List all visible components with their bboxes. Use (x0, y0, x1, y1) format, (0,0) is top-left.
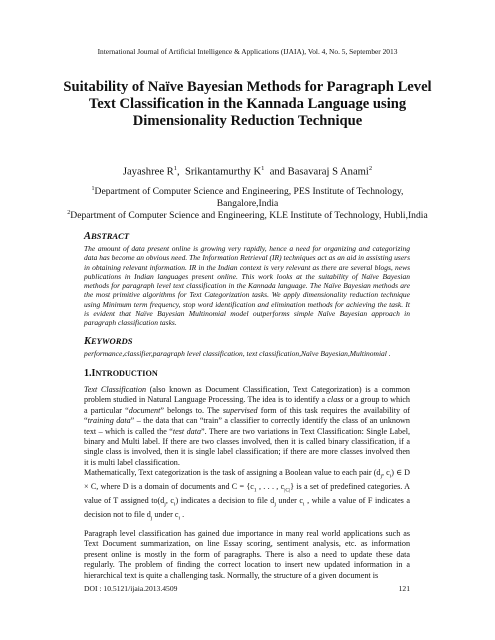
text-run: ) indicates a decision to file d (175, 496, 275, 506)
heading-initial: 1.I (84, 368, 96, 379)
heading-initial: K (84, 336, 91, 347)
author-list: Jayashree $R^1$, Srikantamurthy $K^1$ and Basavaraj S Anami$^2$ (122, 165, 373, 178)
math-subscript: j (274, 501, 276, 508)
paper-title: Suitability of Naïve Bayesian Methods for Paragraph Level Text Classification in the Kannada Language using Dimensionality Reduction Technique (63, 79, 432, 129)
text-run: , c (165, 496, 175, 506)
text-run: , c (382, 468, 390, 477)
affiliation-1 (60, 184, 435, 209)
text-run: ) ∈ D × C, where D is a domain of documents and C = {c (84, 468, 410, 492)
text-run: training data (87, 416, 131, 426)
math-subscript: j (150, 515, 153, 522)
text-run: document (128, 405, 161, 415)
text-run: or a group to which a particular “ (84, 395, 410, 415)
math-subscript: i (178, 515, 181, 522)
text-run: supervised (222, 405, 258, 415)
intro-paragraph-2 (84, 468, 410, 524)
text-run: , while a value of F indicates a decision not to file d (84, 496, 411, 520)
abstract-heading (84, 231, 129, 242)
math-subscript: 1 (253, 487, 257, 494)
heading-initial: A (84, 231, 91, 242)
intro-paragraph-3: Paragraph level classification has gained due importance in many real world applications such as Text Document summarization, on line Essay scoring, sentiment analysis, etc. as information present online is mostly in the form of paragraphs. There is also a need to update these data regularly. The problem of finding the correct location to insert new updated information in a hierarchical text is quite a challenging task. Normally, the structure of a given document is (84, 529, 410, 580)
text-run: Mathematically, Text categorization is the task of assigning a Boolean value to each pair (d (84, 468, 381, 477)
math-subscript: j (380, 473, 383, 480)
text-run: , . . . , c (256, 482, 285, 492)
math-subscript: j (164, 501, 166, 508)
author-name: and Basavaraj S Anami (269, 166, 369, 178)
text-run: under c (275, 496, 304, 506)
text-run: form of this task requires the availability of “ (84, 405, 411, 426)
text-run: (also known as Document Classification, Text Categorization) is a common problem studied in Natural Language Processing. The idea is to identify a (84, 385, 410, 405)
text-run: test data (172, 426, 202, 436)
math-subscript: |C| (284, 487, 291, 494)
journal-header: International Journal of Artificial Intelligence & Applications (IJAIA), Vol. 4, No. 5, September 2013 (97, 47, 398, 56)
math-subscript: i (389, 473, 392, 480)
intro-paragraph-1 (84, 385, 410, 468)
author-affiliation-mark: 1 (173, 165, 177, 172)
math-subscript: i (174, 501, 176, 508)
text-run: ” belongs to. The (160, 405, 223, 415)
author-name: Jayashree R (122, 166, 174, 178)
text-run: under c (152, 510, 179, 520)
text-run: class (327, 395, 344, 405)
affiliation-mark: 2 (67, 210, 71, 216)
math-subscript: i (303, 501, 305, 508)
page-number: 121 (398, 584, 410, 593)
doi-link[interactable]: DOI : 10.5121/ijaia.2013.4509 (84, 584, 178, 593)
heading-rest: EYWORDS (90, 336, 133, 346)
keywords-text: performance,classifier,paragraph level classification, text classification,Naïve Bayesian,Multinomial . (84, 349, 391, 358)
text-run: ” – the data that can “train” a classifier to correctly identify the class of an unknown text – which is called the “ (84, 416, 410, 436)
abstract-text: The amount of data present online is growing very rapidly, hence a need for organizing and categorizing data has become an obvious need. The Information Retrieval (IR) techniques act as an aid in assisting users in obtaining relevant information. IR in the Indian context is very relevant as there are several blogs, news publications in Indian languages present online. This work looks at the suitability of Naïve Bayesian methods for paragraph level text classification in the Kannada language. The Naïve Bayesian methods are the most primitive algorithms for Text Categorization tasks. We apply dimensionality reduction technique using Minimum term frequency, stop word identification and elimination methods for achieving the task. It is evident that Naïve Bayesian Multinomial model outperforms simple Naïve Bayesian approach in paragraph classification tasks. (84, 244, 410, 328)
text-run: ”. There are two variations in Text Classification: Single Label, binary and Multi label. If there are two classes involved, then it is called binary classification, if a single class is involved, then it is single label classification; if there are more classes involved then it is multi label classification. (84, 426, 410, 467)
introduction-heading (84, 368, 158, 379)
author-affiliation-mark: 2 (368, 165, 373, 172)
text-run: } is a set of predefined categories. A value of T assigned to(d (84, 482, 411, 506)
author-affiliation-mark: 1 (261, 165, 265, 172)
affiliation-mark: 1 (91, 186, 95, 192)
text-run: . (180, 510, 185, 520)
author-name: Srikantamurthy K (184, 166, 262, 178)
affiliation-2 (60, 208, 435, 222)
heading-rest: BSTRACT (90, 231, 130, 241)
affiliation-text: Department of Computer Science and Engineering, KLE Institute of Technology, Hubli,India (70, 210, 428, 222)
keywords-heading (84, 336, 132, 347)
affiliation-text: Department of Computer Science and Engineering, PES Institute of Technology, Bangalore,India (94, 186, 404, 209)
text-run: Text Classification (84, 385, 147, 394)
heading-rest: NTRODUCTION (95, 369, 158, 378)
